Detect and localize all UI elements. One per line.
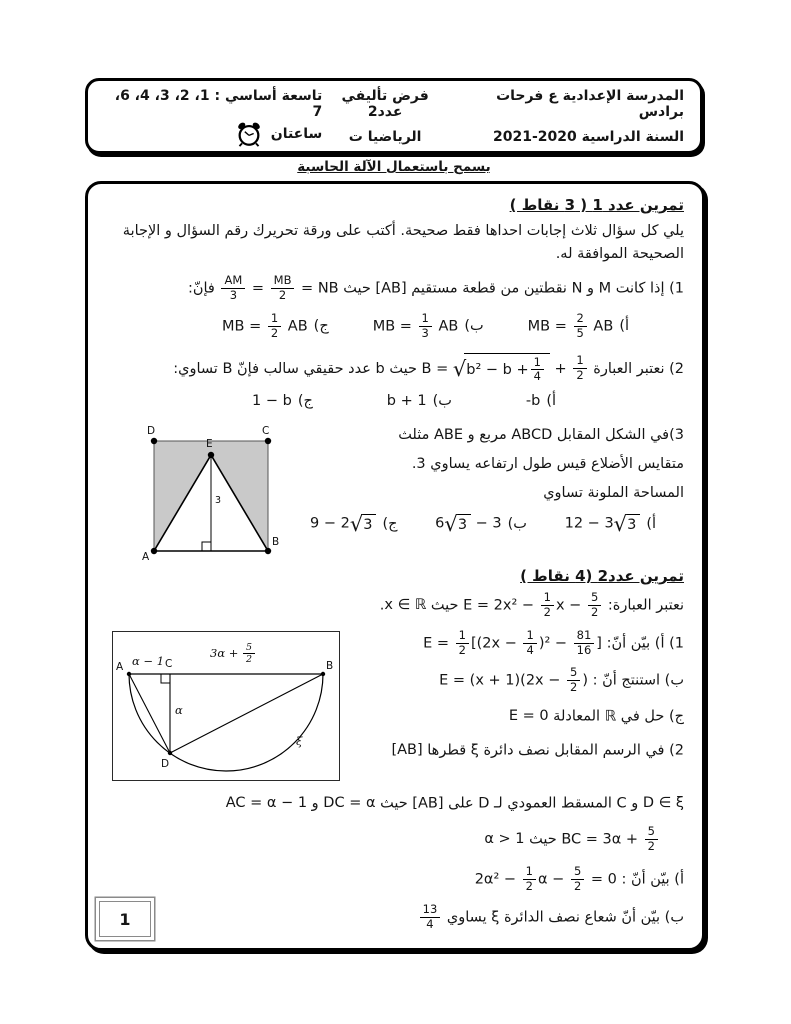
- option-formula: MB = $\frac{1}{2}$ AB: [222, 310, 308, 340]
- q2-option-b: [387, 393, 452, 409]
- school-name: المدرسة الإعدادية ع فرحات برادس: [496, 88, 684, 120]
- square-figure-drawing: [140, 425, 290, 563]
- option-formula: -b: [525, 393, 541, 410]
- vertex-label-a: A: [142, 551, 150, 564]
- option-letter: ج): [382, 515, 398, 532]
- header-school-column: [448, 88, 684, 145]
- projection-line: D ∈ ξ و C المسقط العمودي لـ D على [AB] حيث DC = α و AC = α − 1: [225, 794, 684, 812]
- question-3-text: [304, 421, 684, 565]
- q1-option-b: [373, 312, 484, 341]
- question-a: أ) بيّن أنّ : 2α² − $\frac{1}{2}$ α − $\frac{5}{2}$ = 0: [474, 864, 684, 894]
- question-2-intro: 2) في الرسم المقابل نصف دائرة ξ قطرها [AB]: [391, 741, 684, 759]
- vertex-label-e: E: [206, 438, 213, 451]
- calculator-permission-note: يسمح باستعمال الآلة الحاسبة: [297, 159, 491, 175]
- option-formula: MB = $\frac{2}{5}$ AB: [527, 310, 614, 340]
- header-class-column: [102, 88, 322, 145]
- exercise2-title: تمرين عدد2 (4 نقاط ): [520, 567, 684, 586]
- q3-option-a: [564, 511, 656, 537]
- point-label-d: D: [161, 757, 170, 770]
- q2-option-c: [252, 393, 313, 409]
- q2-options: [102, 393, 684, 409]
- exam-type: فرض تأليفي عدد2: [341, 88, 429, 120]
- duration-row: [102, 120, 322, 148]
- grade-sections: تاسعة أساسي : 1، 2، 3، 4، 6، 7: [114, 88, 323, 120]
- header-box: [85, 78, 703, 154]
- option-formula: 1 − b: [252, 393, 292, 410]
- option-letter: أ): [546, 393, 556, 410]
- vertex-label-c: C: [262, 425, 270, 438]
- point-label-b: B: [326, 659, 334, 672]
- duration-label: ساعتان: [270, 126, 323, 142]
- q3-option-b: [435, 511, 527, 537]
- option-letter: أ): [646, 515, 656, 532]
- option-formula: 12 − 3 √ 3: [565, 514, 641, 533]
- q1-option-c: [222, 312, 329, 341]
- school-year: السنة الدراسية 2020-2021: [493, 129, 684, 145]
- bc-line-content: BC = 3α + $\frac{5}{2}$ حيث α > 1: [484, 825, 660, 854]
- vertex-label-b: B: [272, 536, 280, 549]
- subject-name: الرياضيا ت: [348, 129, 422, 145]
- option-formula: b + 1: [386, 393, 427, 410]
- segment-label-cd: α: [175, 702, 183, 717]
- option-letter: ب): [432, 393, 452, 410]
- q2-option-a: [526, 393, 556, 409]
- q1-option-a: [528, 312, 629, 341]
- segment-label-cb: 3α + $\frac{5}{2}$: [210, 642, 256, 666]
- option-letter: ج): [297, 393, 313, 410]
- question-1a: 1) أ) بيّن أنّ: E = $\frac{1}{2}$ [(2x − $\frac{1}{4}$ )² − $\frac{81}{16}$ ]: [423, 627, 684, 657]
- square-figure: [140, 425, 290, 563]
- option-formula: 9 − 2 √ 3: [310, 514, 376, 533]
- option-formula: MB = $\frac{1}{3}$ AB: [372, 310, 459, 340]
- point-label-c: C: [165, 657, 173, 670]
- header-exam-column: [322, 88, 448, 145]
- exam-body-box: [85, 181, 705, 951]
- expression-definition: نعتبر العبارة: E = 2x² − $\frac{1}{2}$ x − $\frac{5}{2}$ حيث x ∈ ℝ.: [379, 590, 684, 619]
- bc-line: [102, 825, 684, 854]
- question-b: ب) بيّن أنّ شعاع نصف الدائرة ξ يساوي $\frac{13}{4}$: [102, 903, 684, 932]
- option-formula: 6 √ 3 − 3: [435, 511, 502, 537]
- option-letter: ج): [313, 318, 329, 335]
- segment-label-ac: α − 1: [132, 653, 165, 668]
- arc-label-xi: ξ: [296, 733, 303, 748]
- option-letter: ب): [507, 515, 527, 532]
- q1-options: [102, 312, 684, 341]
- option-letter: ب): [464, 318, 484, 335]
- exercise1-title: تمرين عدد 1 ( 3 نقاط ): [509, 196, 684, 214]
- question-2: 2) نعتبر العبارة B = √ b² − b + $\frac{1}{4}$ + $\frac{1}{2}$ حيث b عدد حقيقي سالب فإنّ B تساوي:: [173, 353, 684, 384]
- q3-option-c: [310, 511, 398, 537]
- page-number: 1: [99, 901, 151, 937]
- alarm-clock-icon: [235, 120, 263, 148]
- question-1b: ب) استنتج أنّ : E = (x + 1)(2x − $\frac{5}{2}$ ): [439, 665, 684, 695]
- question-3-block: [102, 421, 684, 565]
- question-1c: ج) حل في ℝ المعادلة E = 0: [508, 707, 684, 725]
- height-label: 3: [215, 495, 222, 507]
- question-3-line-3: المساحة الملونة تساوي: [543, 485, 684, 502]
- exercise1-intro: يلي كل سؤال ثلاث إجابات احداها فقط صحيحة. أكتب على ورقة تحريرك رقم السؤال و الإجابة الصحيحة الموافقة له.: [122, 223, 684, 263]
- vertex-label-d: D: [147, 425, 156, 438]
- point-label-a: A: [116, 660, 124, 673]
- q3-options: [304, 511, 684, 537]
- option-letter: أ): [619, 318, 629, 335]
- question-3-line-1: 3)في الشكل المقابل ABCD مربع و ABE مثلث: [398, 427, 684, 444]
- semicircle-figure: [112, 631, 340, 781]
- question-1: 1) إذا كانت M و N نقطتين من قطعة مستقيم [AB] حيث $\frac{AM}{3}$ = $\frac{MB}{2}$ = NB فإنّ:: [187, 273, 684, 303]
- question-3-line-2: متقايس الأضلاع قيس طول ارتفاعه يساوي 3.: [411, 456, 684, 473]
